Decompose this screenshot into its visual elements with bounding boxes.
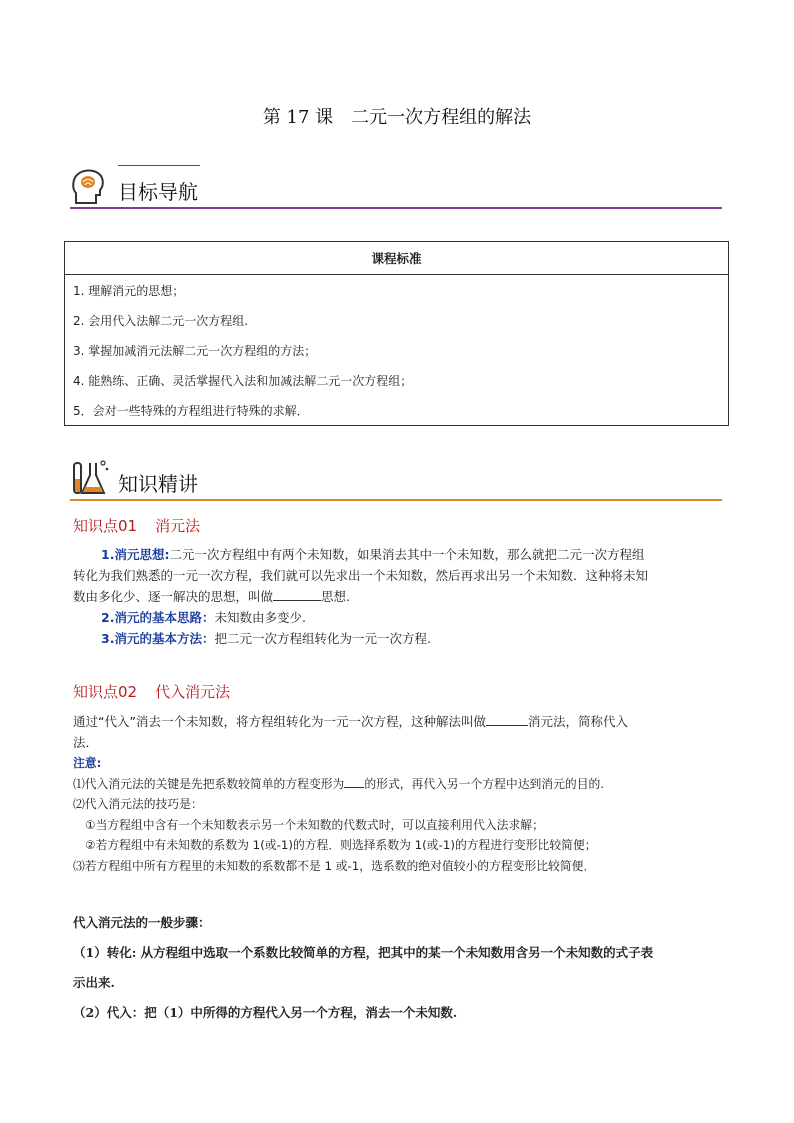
lab-flask-icon <box>70 457 110 499</box>
note-text: ②若方程组中有未知数的系数为 1(或-1)的方程．则选择系数为 1(或-1)的方程进行变形比较简便； <box>85 838 597 852</box>
section-rule <box>70 207 722 209</box>
kp1-content <box>73 544 723 649</box>
table-row: 3. 掌握加减消元法解二元一次方程组的方法； <box>65 335 729 365</box>
step-1: （1）转化: 从方程组中选取一个系数比较简单的方程，把其中的某一个未知数用含另一个未知数的式子表 <box>73 945 654 960</box>
kp-number: 知识点02 <box>73 683 138 701</box>
kp1-label-3: 3.消元的基本方法： <box>101 631 215 646</box>
substitution-steps <box>73 908 733 1028</box>
header-top-rule <box>118 165 200 166</box>
kp1-text: 二元一次方程组中有两个未知数，如果消去其中一个未知数，那么就把二元一次方程组 <box>169 547 645 562</box>
kp1-label-1: 1.消元思想: <box>101 547 170 562</box>
section-label: 知识精讲 <box>118 472 198 496</box>
kp1-text: 思想. <box>321 589 350 604</box>
note-text: 的形式，再代入另一个方程中达到消元的目的. <box>364 776 605 791</box>
kp-number: 知识点01 <box>73 517 138 535</box>
section-label: 目标导航 <box>118 180 198 204</box>
table-row: 1. 理解消元的思想； <box>65 275 729 306</box>
note-text: ①当方程组中含有一个未知数表示另一个未知数的代数式时，可以直接利用代入法求解； <box>85 817 544 832</box>
fill-blank[interactable] <box>344 775 364 788</box>
table-row: 4. 能熟练、正确、灵活掌握代入法和加减法解二元一次方程组； <box>65 365 729 395</box>
kp2-text: 通过“代入”消去一个未知数，将方程组转化为一元一次方程，这种解法叫做 <box>73 714 486 729</box>
fill-blank[interactable] <box>486 713 528 726</box>
section-header-knowledge <box>70 457 722 501</box>
kp1-text: 数由多化少、逐一解决的思想，叫做 <box>73 589 274 604</box>
kp1-label-2: 2.消元的基本思路： <box>101 610 215 625</box>
kp1-text: 转化为我们熟悉的一元一次方程，我们就可以先求出一个未知数，然后再求出另一个未知数．这种将未知 <box>73 568 649 583</box>
note-text: ⑴代入消元法的关键是先把系数较简单的方程变形为 <box>73 776 345 791</box>
kp2-text: 法． <box>73 735 99 750</box>
page-title: 第 17 课 二元一次方程组的解法 <box>262 107 532 128</box>
step-1-cont: 示出来. <box>73 975 115 990</box>
steps-header: 代入消元法的一般步骤： <box>73 915 211 930</box>
kp-title: 消元法 <box>155 517 201 535</box>
knowledge-point-01-heading <box>73 515 200 536</box>
table-row: 5．会对一些特殊的方程组进行特殊的求解． <box>65 395 729 426</box>
note-text: ⑶若方程组中所有方程里的未知数的系数都不是 1 或-1，选系数的绝对值较小的方程变形比较简便． <box>73 858 596 873</box>
table-header: 课程标准 <box>65 242 729 275</box>
course-standards-table <box>64 241 729 426</box>
kp2-notes <box>73 753 733 876</box>
section-rule <box>70 499 722 501</box>
note-label: 注意: <box>73 756 102 770</box>
kp2-text: 消元法，简称代入 <box>527 714 628 729</box>
note-text: ⑵代入消元法的技巧是： <box>73 797 203 811</box>
fill-blank[interactable] <box>273 588 321 601</box>
step-2: （2）代入：把（1）中所得的方程代入另一个方程，消去一个未知数. <box>73 1005 458 1020</box>
kp2-content <box>73 711 723 753</box>
knowledge-point-02-heading <box>73 681 230 702</box>
kp-title: 代入消元法 <box>155 683 231 701</box>
section-header-goals <box>70 165 722 209</box>
kp1-text: 把二元一次方程组转化为一元一次方程. <box>214 631 431 646</box>
table-row: 2. 会用代入法解二元一次方程组. <box>65 305 729 335</box>
head-brain-icon <box>70 167 106 207</box>
kp1-text: 未知数由多变少. <box>214 610 306 625</box>
